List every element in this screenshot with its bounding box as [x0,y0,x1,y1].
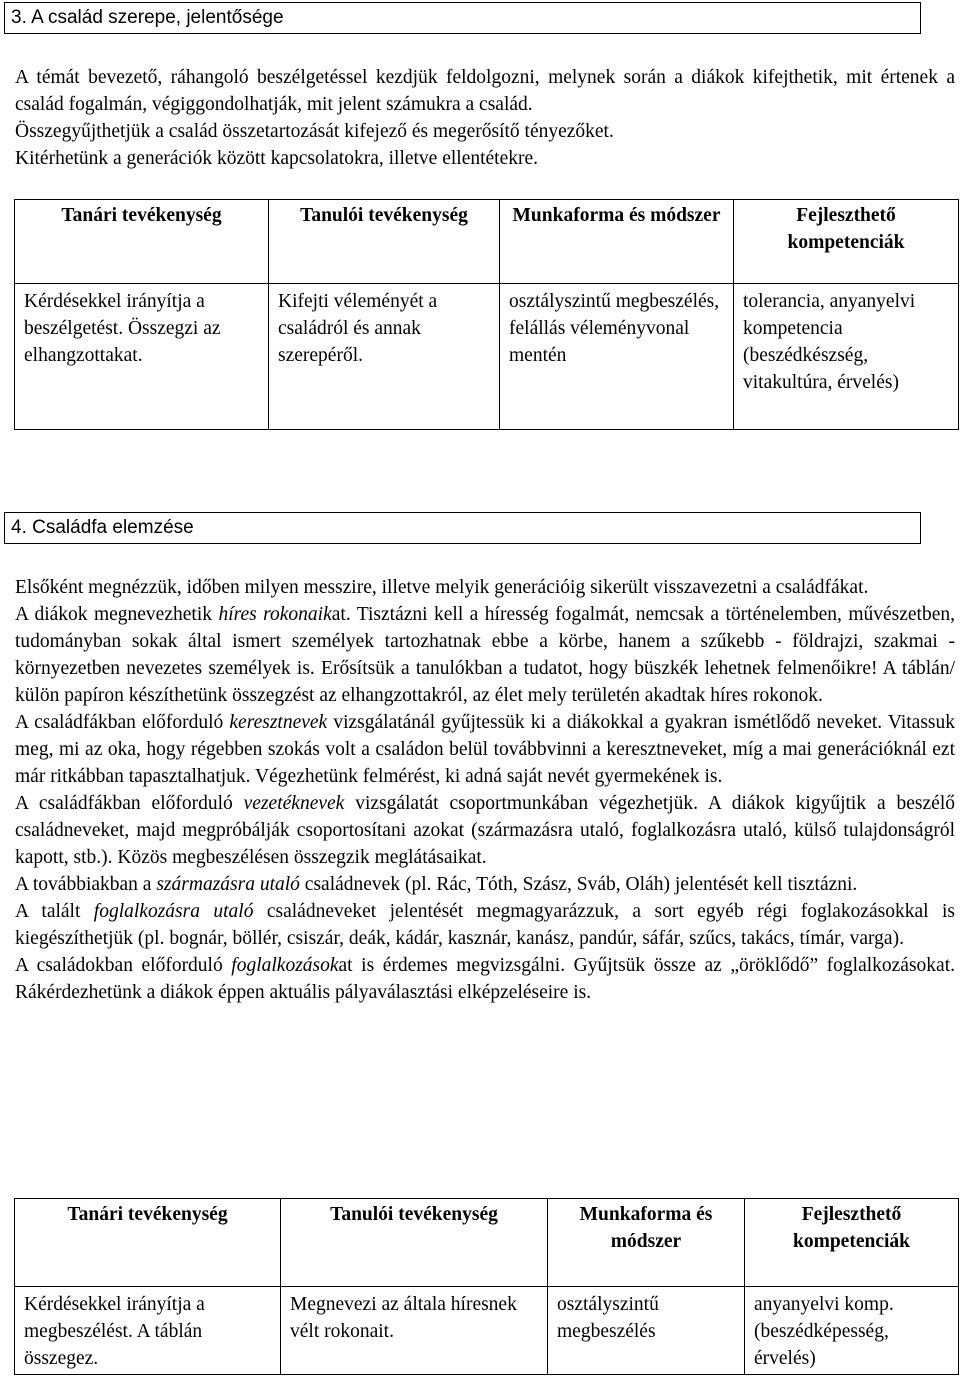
intro-paragraph: Kitérhetünk a generációk között kapcsolatokra, illetve ellentétekre. [15,148,539,169]
header-student-activity: Tanulói tevékenység [281,1199,548,1287]
intro-paragraph: Összegyűjthetjük a család összetartozását kifejező és megerősítő tényezőket. [15,121,614,142]
activity-table-section-3 [14,199,959,430]
cell-competencies: tolerancia, anyanyelvi kompetencia (beszédkészség, vitakultúra, érvelés) [734,284,959,430]
header-work-form: Munkaforma és módszer [548,1199,745,1287]
activity-table-section-4 [14,1198,959,1375]
cell-teacher-activity: Kérdésekkel irányítja a megbeszélést. A táblán összegez. [15,1287,281,1375]
body-paragraph: A családokban előforduló foglalkozásokat is érdemes megvizsgálni. Gyűjtsük össze az „öröklődő” foglalkozásokat. Rákérdezhetünk a diákok éppen aktuális pályaválasztási elképzeléseire is. [15,955,955,1003]
section-3-title: 3. A család szerepe, jelentősége [4,2,921,34]
header-work-form: Munkaforma és módszer [500,200,734,284]
cell-student-activity: Kifejti véleményét a családról és annak szerepéről. [269,284,500,430]
header-competencies: Fejleszthető kompetenciák [734,200,959,284]
body-paragraph: A diákok megnevezhetik híres rokonaikat. Tisztázni kell a híresség fogalmát, nemcsak a történelemben, művészetben, tudományban sokak által ismert személyek tartozhatnak ebbe a körbe, hanem a szűkebb - földrajzi, szakmai - környezetben nevezetes személyek is. Erősítsük a tanulókban a tudatot, hogy büszkék lehetnek felmenőikre! A táblán/ külön papíron készíthetünk összegzést az elhangzottakról, az élet mely területén akadtak híres rokonok. [15,604,956,706]
cell-student-activity: Megnevezi az általa híresnek vélt rokonait. [281,1287,548,1375]
section-3-intro [15,64,955,172]
header-student-activity: Tanulói tevékenység [269,200,500,284]
section-4-title: 4. Családfa elemzése [4,512,921,544]
body-paragraph: A családfákban előforduló keresztnevek vizsgálatánál gyűjtessük ki a diákokkal a gyakran ismétlődő neveket. Vitassuk meg, mi az oka, hogy régebben szokás volt a családon belül továbbvinni a keresztneveket, míg a mai generációknál ezt már ritkábban tapasztalhatjuk. Végezhetünk felmérést, ki adná saját nevét gyermekének is. [15,712,956,787]
body-paragraph: Elsőként megnézzük, időben milyen messzire, illetve melyik generációig sikerült visszavezetni a családfákat. [15,577,869,598]
section-4-body [15,574,955,1006]
body-paragraph: A családfákban előforduló vezetéknevek vizsgálatát csoportmunkában végezhetjük. A diákok kigyűjtik a beszélő családneveket, majd megpróbálják csoportosítani azokat (származásra utaló, foglalkozásra utaló, külső tulajdonságról kapott, stb.). Közös megbeszélésen összegzik meglátásaikat. [15,793,955,868]
cell-teacher-activity: Kérdésekkel irányítja a beszélgetést. Összegzi az elhangzottakat. [15,284,269,430]
body-paragraph: A talált foglalkozásra utaló családneveket jelentését megmagyarázzuk, a sort egyéb régi foglakozásokkal is kiegészíthetjük (pl. bognár, böllér, csiszár, deák, kádár, kasznár, kanász, pandúr, sáfár, szűcs, takács, tímár, varga). [15,901,955,949]
header-teacher-activity: Tanári tevékenység [15,200,269,284]
header-teacher-activity: Tanári tevékenység [15,1199,281,1287]
header-competencies: Fejleszthető kompetenciák [745,1199,959,1287]
cell-work-form: osztályszintű megbeszélés [548,1287,745,1375]
body-paragraph: A továbbiakban a származásra utaló családnevek (pl. Rác, Tóth, Szász, Sváb, Oláh) jelentését kell tisztázni. [15,874,858,895]
intro-paragraph: A témát bevezető, ráhangoló beszélgetéssel kezdjük feldolgozni, melynek során a diákok kifejthetik, mit értenek a család fogalmán, végiggondolhatják, mit jelent számukra a család. [15,67,955,115]
cell-competencies: anyanyelvi komp. (beszédképesség, érvelés) [745,1287,959,1375]
cell-work-form: osztályszintű megbeszélés, felállás véleményvonal mentén [500,284,734,430]
